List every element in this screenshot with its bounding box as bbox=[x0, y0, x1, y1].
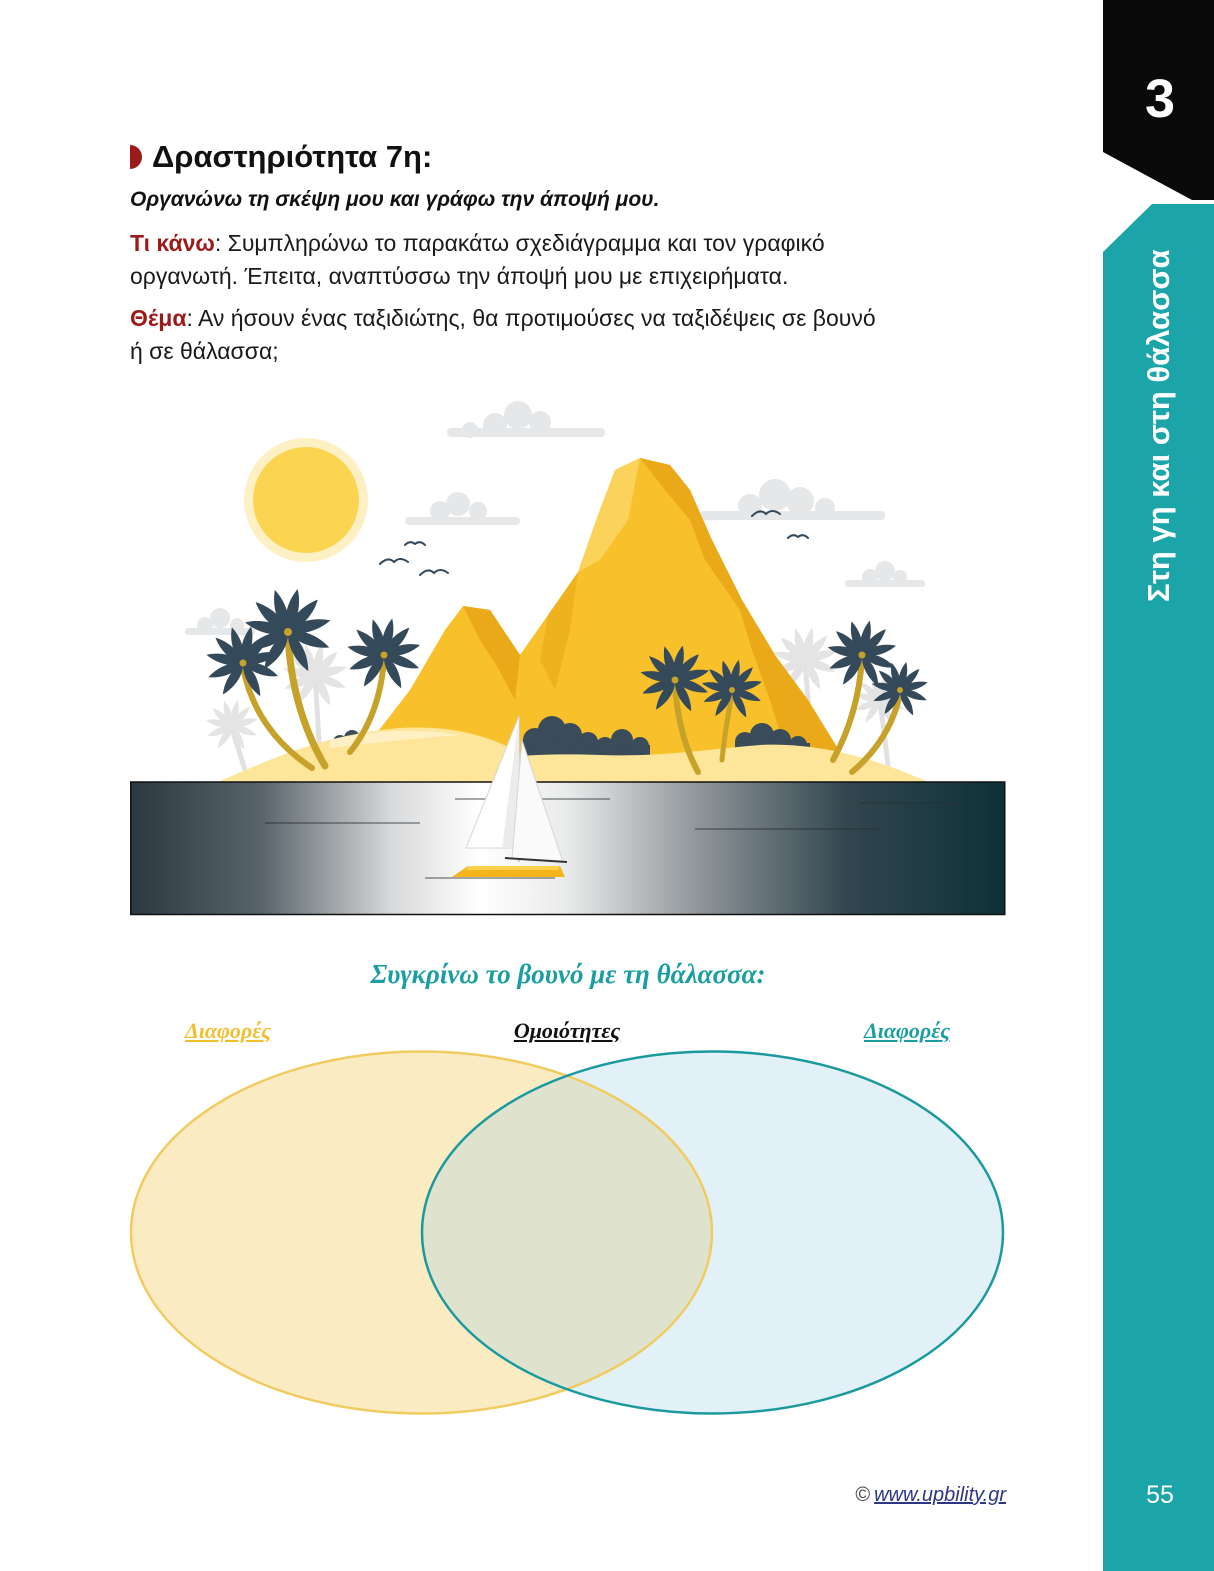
heading-bullet-icon bbox=[130, 145, 142, 169]
footer bbox=[780, 1482, 1006, 1508]
chapter-number: 3 bbox=[1144, 69, 1176, 129]
topic-question bbox=[130, 302, 876, 368]
topic-line-1 bbox=[130, 302, 876, 335]
activity-title: Δραστηριότητα 7η: bbox=[152, 139, 433, 174]
venn-label-left: Διαφορές bbox=[184, 1018, 272, 1043]
cloud bbox=[700, 479, 885, 520]
task-instructions bbox=[130, 227, 825, 293]
cloud bbox=[405, 492, 520, 525]
venn-label-right: Διαφορές bbox=[863, 1018, 951, 1043]
task-line-1 bbox=[130, 227, 825, 260]
sun bbox=[244, 438, 368, 562]
page-number: 55 bbox=[1146, 1481, 1174, 1509]
cloud bbox=[447, 401, 605, 438]
copyright-symbol: © bbox=[855, 1484, 871, 1506]
activity-subtitle: Οργανώνω τη σκέψη μου και γράφω την άποψή μου. bbox=[130, 188, 660, 211]
venn-title: Συγκρίνω το βουνό με τη θάλασσα: bbox=[370, 959, 766, 989]
cloud bbox=[845, 561, 925, 587]
sea bbox=[131, 782, 1005, 915]
task-text-1: : Συμπληρώνω το παρακάτω σχεδιάγραμμα και τον γραφικό bbox=[214, 230, 825, 256]
cloud bbox=[185, 608, 255, 635]
chapter-title: Στη γη και στη θάλασσα bbox=[1141, 249, 1176, 603]
topic-label: Θέμα bbox=[130, 305, 187, 331]
topic-text-1: : Αν ήσουν ένας ταξιδιώτης, θα προτιμούσες να ταξιδέψεις σε βουνό bbox=[186, 305, 876, 331]
island-illustration bbox=[130, 395, 1010, 920]
activity-heading bbox=[130, 138, 432, 176]
venn-diagram bbox=[128, 1048, 1008, 1420]
topic-line-2: ή σε θάλασσα; bbox=[130, 338, 279, 364]
task-line-2: οργανωτή. Έπειτα, αναπτύσσω την άποψή μου με επιχειρήματα. bbox=[130, 263, 789, 289]
website-link[interactable]: www.upbility.gr bbox=[874, 1484, 1006, 1506]
venn-label-center: Ομοιότητες bbox=[513, 1018, 621, 1043]
task-label: Τι κάνω bbox=[130, 230, 215, 256]
